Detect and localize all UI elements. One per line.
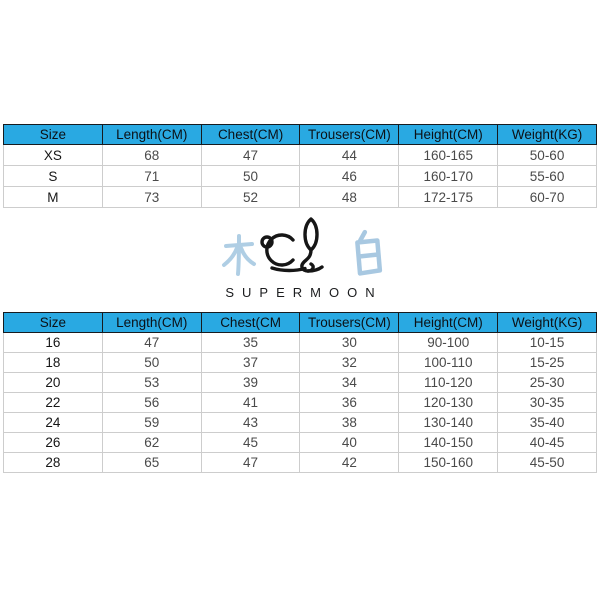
value-cell: 150-160 [399, 453, 498, 473]
table-row [4, 453, 597, 473]
column-header: Length(CM) [102, 125, 201, 145]
value-cell: 45 [201, 433, 300, 453]
value-cell: 44 [300, 145, 399, 166]
hanzi-mu-icon [221, 231, 257, 279]
column-header: Trousers(CM) [300, 125, 399, 145]
value-cell: 47 [201, 145, 300, 166]
value-cell: 50 [201, 166, 300, 187]
table-row [4, 373, 597, 393]
size-cell: M [4, 187, 103, 208]
value-cell: 52 [201, 187, 300, 208]
value-cell: 47 [201, 453, 300, 473]
value-cell: 56 [102, 393, 201, 413]
rabbit-logo-icon [256, 215, 334, 287]
size-cell: 22 [4, 393, 103, 413]
kids-size-table [3, 312, 597, 473]
value-cell: 68 [102, 145, 201, 166]
size-cell: 28 [4, 453, 103, 473]
value-cell: 15-25 [498, 353, 597, 373]
size-cell: 26 [4, 433, 103, 453]
header-row [4, 125, 597, 145]
value-cell: 172-175 [399, 187, 498, 208]
table-row [4, 145, 597, 166]
value-cell: 46 [300, 166, 399, 187]
value-cell: 30-35 [498, 393, 597, 413]
value-cell: 71 [102, 166, 201, 187]
value-cell: 120-130 [399, 393, 498, 413]
value-cell: 50 [102, 353, 201, 373]
table-row [4, 393, 597, 413]
table-row [4, 187, 597, 208]
table-row [4, 166, 597, 187]
value-cell: 65 [102, 453, 201, 473]
size-cell: S [4, 166, 103, 187]
column-header: Size [4, 313, 103, 333]
header-row [4, 313, 597, 333]
value-cell: 50-60 [498, 145, 597, 166]
column-header: Size [4, 125, 103, 145]
value-cell: 25-30 [498, 373, 597, 393]
value-cell: 10-15 [498, 333, 597, 353]
size-cell: 24 [4, 413, 103, 433]
value-cell: 32 [300, 353, 399, 373]
value-cell: 43 [201, 413, 300, 433]
size-cell: 18 [4, 353, 103, 373]
value-cell: 73 [102, 187, 201, 208]
value-cell: 130-140 [399, 413, 498, 433]
value-cell: 37 [201, 353, 300, 373]
column-header: Weight(KG) [498, 313, 597, 333]
value-cell: 160-165 [399, 145, 498, 166]
value-cell: 59 [102, 413, 201, 433]
value-cell: 35 [201, 333, 300, 353]
column-header: Height(CM) [399, 125, 498, 145]
value-cell: 40 [300, 433, 399, 453]
value-cell: 160-170 [399, 166, 498, 187]
value-cell: 48 [300, 187, 399, 208]
value-cell: 90-100 [399, 333, 498, 353]
value-cell: 41 [201, 393, 300, 413]
value-cell: 30 [300, 333, 399, 353]
value-cell: 62 [102, 433, 201, 453]
column-header: Chest(CM [201, 313, 300, 333]
value-cell: 140-150 [399, 433, 498, 453]
value-cell: 100-110 [399, 353, 498, 373]
value-cell: 110-120 [399, 373, 498, 393]
value-cell: 45-50 [498, 453, 597, 473]
value-cell: 42 [300, 453, 399, 473]
size-cell: XS [4, 145, 103, 166]
table-row [4, 413, 597, 433]
column-header: Weight(KG) [498, 125, 597, 145]
value-cell: 36 [300, 393, 399, 413]
table-row [4, 333, 597, 353]
hanzi-bai-icon [350, 228, 387, 280]
value-cell: 60-70 [498, 187, 597, 208]
adult-size-table [3, 124, 597, 208]
value-cell: 55-60 [498, 166, 597, 187]
value-cell: 34 [300, 373, 399, 393]
value-cell: 47 [102, 333, 201, 353]
value-cell: 40-45 [498, 433, 597, 453]
value-cell: 39 [201, 373, 300, 393]
column-header: Length(CM) [102, 313, 201, 333]
column-header: Height(CM) [399, 313, 498, 333]
column-header: Trousers(CM) [300, 313, 399, 333]
size-cell: 16 [4, 333, 103, 353]
table-row [4, 433, 597, 453]
size-cell: 20 [4, 373, 103, 393]
brand-wordmark: SUPERMOON [225, 285, 383, 300]
value-cell: 35-40 [498, 413, 597, 433]
value-cell: 38 [300, 413, 399, 433]
column-header: Chest(CM) [201, 125, 300, 145]
value-cell: 53 [102, 373, 201, 393]
table-row [4, 353, 597, 373]
